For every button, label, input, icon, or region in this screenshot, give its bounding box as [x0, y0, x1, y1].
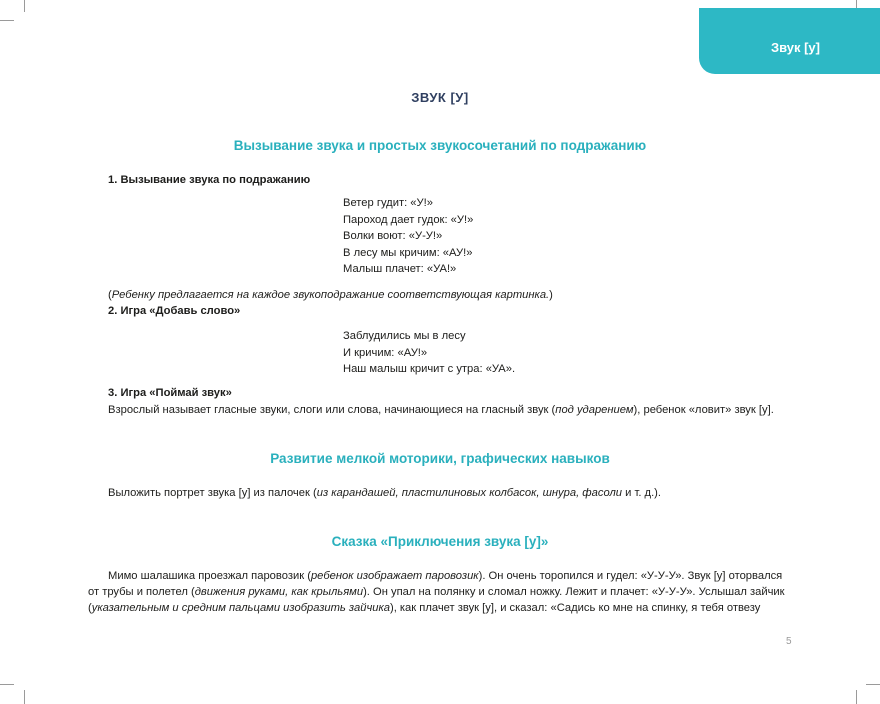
item-1-note: [108, 287, 553, 304]
text-italic: из карандашей, пластилиновых колбасок, шнура, фасоли: [316, 487, 622, 499]
poem-line: В лесу мы кричим: «АУ!»: [343, 246, 473, 259]
poem-line: Заблудились мы в лесу: [343, 330, 466, 342]
chapter-tab-label: Звук [у]: [770, 40, 820, 55]
section-2-text: [108, 485, 661, 502]
text-run: ), как плачет звук [у], и сказал: «Садись ко мне на спинку, я тебя отвезу: [389, 602, 761, 614]
crop-mark: [0, 684, 14, 685]
chapter-tab: [699, 8, 880, 74]
note-italic: Ребенку предлагается на каждое звукоподражание соответствующая картинка.: [111, 289, 550, 301]
poem-line: Ветер гудит: «У!»: [343, 197, 433, 209]
poem-line: Наш малыш кричит с утра: «УА».: [343, 363, 516, 376]
page-title: ЗВУК [У]: [411, 90, 469, 105]
text-run: (: [88, 602, 92, 614]
poem-1: [343, 195, 473, 278]
crop-mark: [24, 0, 25, 12]
poem-line: И кричим: «АУ!»: [343, 346, 428, 359]
note-paren: (: [108, 289, 112, 301]
item-2-label: 2. Игра «Добавь слово»: [108, 305, 241, 317]
section-heading-fine-motor: Развитие мелкой моторики, графических навыков: [270, 451, 610, 466]
text-run: ). Он очень торопился и гудел: «У-У-У». Звук [у] оторвался: [478, 570, 783, 582]
poem-line: Малыш плачет: «УА!»: [343, 263, 457, 276]
poem-2: [343, 328, 515, 378]
text-run: и т. д.).: [621, 487, 662, 499]
tale-line-2: [88, 584, 785, 601]
tale-line-1: [108, 568, 782, 585]
text-run: от трубы и полетел (: [88, 586, 195, 598]
note-paren: ): [549, 289, 553, 301]
item-1-label: 1. Вызывание звука по подражанию: [108, 174, 311, 186]
text-italic: указательным и средним пальцами изобразить зайчика: [91, 602, 390, 614]
poem-line: Пароход дает гудок: «У!»: [343, 213, 474, 226]
text-italic: ребенок изображает паровозик: [310, 570, 479, 582]
tale-line-3: [88, 600, 760, 617]
page-number: 5: [786, 636, 792, 647]
crop-mark: [866, 684, 880, 685]
crop-mark: [0, 20, 14, 21]
poem-line: Волки воют: «У-У!»: [343, 230, 443, 243]
item-3-label: 3. Игра «Поймай звук»: [108, 387, 232, 399]
section-heading-fairy-tale: Сказка «Приключения звука [у]»: [331, 534, 549, 549]
text-italic: движения руками, как крыльями: [194, 586, 364, 598]
item-3-text: [108, 402, 774, 419]
section-heading-sound-evocation: Вызывание звука и простых звукосочетаний по подражанию: [233, 138, 647, 153]
crop-mark: [856, 690, 857, 704]
text-run: Взрослый называет гласные звуки, слоги или слова, начинающиеся на гласный звук (: [108, 404, 556, 416]
text-run: Выложить портрет звука [у] из палочек (: [108, 487, 317, 499]
text-italic: под ударением: [555, 404, 634, 416]
text-run: Мимо шалашика проезжал паровозик (: [108, 570, 311, 582]
text-run: ). Он упал на полянку и сломал ножку. Лежит и плачет: «У-У-У». Услышал зайчик: [363, 586, 785, 598]
text-run: ), ребенок «ловит» звук [у].: [633, 404, 774, 416]
crop-mark: [24, 690, 25, 704]
